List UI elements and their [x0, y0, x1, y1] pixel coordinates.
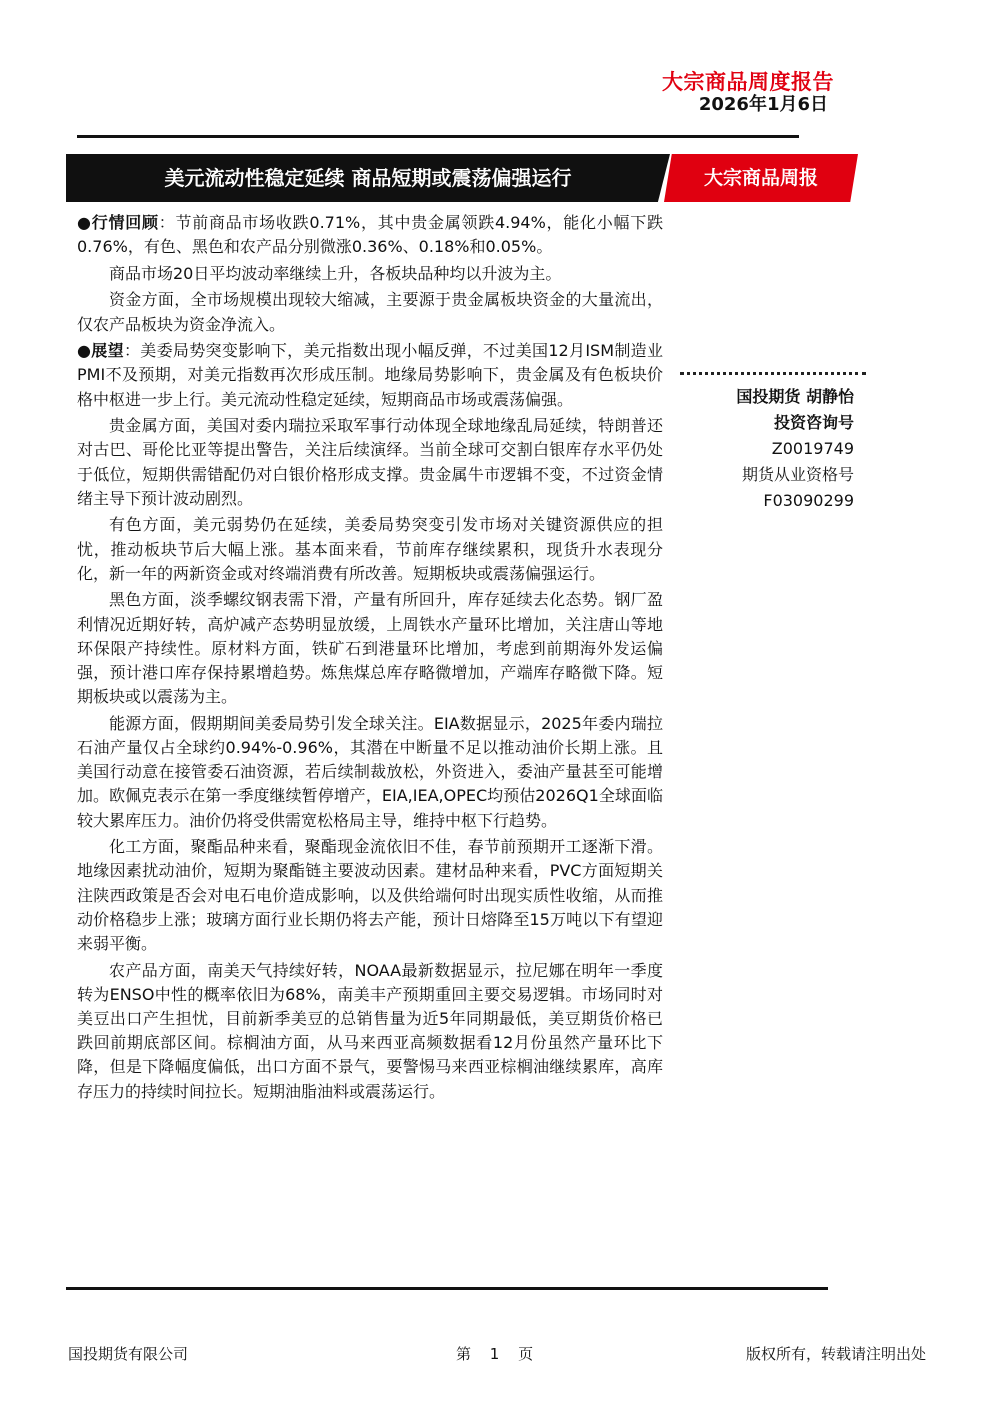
report-title: 大宗商品周度报告: [662, 70, 834, 94]
market-review-paragraph: [77, 211, 663, 259]
market-review-label: ●行情回顾: [77, 213, 159, 232]
volatility-paragraph: 商品市场20日平均波动率继续上升，各板块品种均以升波为主。: [109, 263, 562, 283]
outlook-paragraph: [77, 339, 663, 412]
author-name: 国投期货 胡静怡: [736, 387, 854, 406]
advisory-number-label: 投资咨询号: [773, 413, 854, 432]
agriculture-paragraph: 农产品方面，南美天气持续好转，NOAA最新数据显示，拉尼娜在明年一季度转为ENSO中性的概率依旧为68%，南美丰产预期重回主要交易逻辑。市场同时对美豆出口产生担忧，目前新季美豆的总销售量为近5年同期最低，美豆期货价格已跌回前期底部区间。棕榈油方面，从马来西亚高频数据看12月份虽然产量环比下降，但是下降幅度偏低，出口方面不景气，要警惕马来西亚棕榈油继续累库，高库存压力的持续时间拉长。短期油脂油料或震荡运行。: [77, 960, 663, 1101]
page-number: 第 1 页: [456, 1345, 534, 1363]
outlook-label: ●展望: [77, 341, 124, 361]
qualification-label: 期货从业资格号: [741, 465, 854, 484]
footer-company: 国投期货有限公司: [68, 1345, 189, 1363]
author-divider: [680, 372, 866, 375]
report-type-tag-text: 大宗商品周报: [703, 167, 818, 189]
outlook-text: ：美委局势突变影响下，美元指数出现小幅反弹，不过美国12月ISM制造业PMI不及预期，对美元指数再次形成压制。地缘局势影响下，贵金属及有色板块价格中枢进一步上行。美元流动性稳定延续，短期商品市场或震荡偏强。: [77, 341, 663, 409]
headline-text: 美元流动性稳定延续 商品短期或震荡偏强运行: [164, 166, 572, 190]
qualification-number: F03090299: [763, 491, 854, 510]
nonferrous-paragraph: 有色方面，美元弱势仍在延续，美委局势突变引发市场对关键资源供应的担忧，推动板块节后大幅上涨。基本面来看，节前库存继续累积，现货升水表现分化，新一年的两新资金或对终端消费有所改善。短期板块或震荡偏强运行。: [77, 515, 663, 583]
energy-paragraph: 能源方面，假期期间美委局势引发全球关注。EIA数据显示，2025年委内瑞拉石油产量仅占全球约0.94%-0.96%，其潜在中断量不足以推动油价长期上涨。且美国行动意在接管委石油资源，若后续制裁放松，外资进入，委油产量甚至可能增加。欧佩克表示在第一季度继续暂停增产，EIA,IEA,OPEC均预估2026Q1全球面临较大累库压力。油价仍将受供需宽松格局主导，维持中枢下行趋势。: [77, 713, 663, 830]
ferrous-paragraph: 黑色方面，淡季螺纹钢表需下滑，产量有所回升，库存延续去化态势。钢厂盈利情况近期好转，高炉减产态势明显放缓，上周铁水产量环比增加，关注唐山等地环保限产持续性。原材料方面，铁矿石到港量环比增加，考虑到前期海外发运偏强，预计港口库存保持累增趋势。炼焦煤总库存略微增加，产端库存略微下降。短期板块或以震荡为主。: [77, 590, 663, 707]
footer-copyright: 版权所有，转载请注明出处: [745, 1345, 926, 1363]
report-date: 2026年1月6日: [698, 94, 828, 115]
footer-divider: [66, 1287, 828, 1290]
header-divider: [77, 135, 799, 138]
capital-flow-paragraph: 资金方面，全市场规模出现较大缩减，主要源于贵金属板块资金的大量流出，仅农产品板块为资金净流入。: [77, 290, 663, 334]
precious-metals-paragraph: 贵金属方面，美国对委内瑞拉采取军事行动体现全球地缘乱局延续，特朗普还对古巴、哥伦比亚等提出警告，关注后续演绎。当前全球可交割白银库存水平仍处于低位，短期供需错配仍对白银价格形成支撑。贵金属牛市逻辑不变，不过资金情绪主导下预计波动剧烈。: [77, 416, 663, 508]
chemicals-paragraph: 化工方面，聚酯品种来看，聚酯现金流依旧不佳，春节前预期开工逐渐下滑。地缘因素扰动油价，短期为聚酯链主要波动因素。建材品种来看，PVC方面短期关注陕西政策是否会对电石电价造成影响，以及供给端何时出现实质性收缩，从而推动价格稳步上涨；玻璃方面行业长期仍将去产能，预计日熔降至15万吨以下有望迎来弱平衡。: [77, 837, 663, 954]
advisory-number: Z0019749: [771, 439, 854, 458]
market-review-text: ：节前商品市场收跌0.71%，其中贵金属领跌4.94%，能化小幅下跌0.76%，有色、黑色和农产品分别微涨0.36%、0.18%和0.05%。: [77, 213, 663, 257]
report-body: [77, 211, 663, 1106]
author-info: [736, 384, 854, 514]
